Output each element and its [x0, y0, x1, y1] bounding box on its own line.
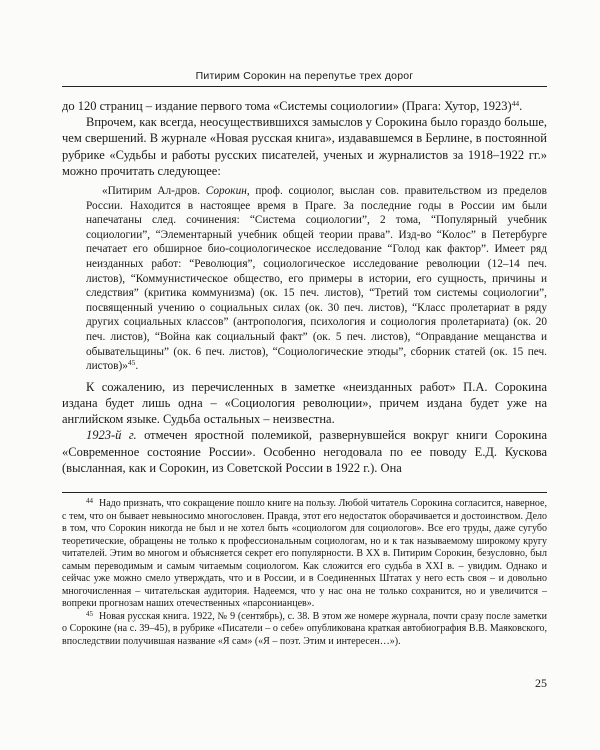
paragraph-4 [62, 427, 547, 476]
header-rule [62, 86, 547, 87]
quote-text: , проф. социолог, выслан сов. правительством из пределов России. Находится в настоящее время в Праге. За последние годы в России им были напечатаны след. сочинения: “Система социологии”, 2 тома, “Популярный учебник социологии”, “Элементарный учебник общей теории права”. Изд-во “Колос” в Петербурге печатает его обширное био-социологическое исследование “Голод как фактор”. Имеет ряд неизданных работ: “Революция”, социологическое исследование революции (12–14 печ. листов), “Коммунистическое общество, его примеры в истории, его сущность, причины и следствия” (критика коммунизма) (ок. 15 печ. листов), “Третий том системы социологии”, посвященный учению о социальных силах (ок. 30 печ. листов), “Класс пролетариат в ряду других социальных классов” (антропология, психология и социология пролетариата) (ок. 20 печ. листов), “Война как социальный факт” (ок. 5 печ. листов), “Оправдание мещанства и обывательщины” (ок. 6 печ. листов), “Социологические этюды”, сборник статей (ок. 15 печ. листов)» [86, 185, 547, 373]
footnote-mark: 44 [86, 497, 93, 505]
footnote-text: Надо признать, что сокращение пошло книге на пользу. Любой читатель Сорокина согласится, наверное, с тем, что он бывает невыносимо многословен. Правда, этот его недостаток оборачивается и достоинством. Дело в том, что Сорокин никогда не был и не хотел быть «социологом для социологов». Все его труды, даже сугубо теоретические, обращены не только к профессиональным социологам, но и к так называемому широкому кругу читателей. Этим во многом и объясняется секрет его популярности. В XX в. Питирим Сорокин, безусловно, был самым переводимым и самым читаемым социологом. Как сложится его судьба в XXI в. – увидим. Однако и сейчас уже можно смело утверждать, что и в России, и в Соединенных Штатах у него есть своя – и довольно многочисленная – читательская аудитория. Надеемся, что у нас она не только сохранится, но и увеличится – вопреки прогнозам наших отечественных «парсонианцев». [62, 498, 547, 609]
quote-open: «Питирим Ал-дров. [102, 185, 206, 198]
footnote-44 [62, 498, 547, 611]
quote-author-name: Сорокин [205, 185, 247, 198]
footnote-ref-44: 44 [511, 99, 520, 108]
quote-tail: . [135, 360, 139, 373]
paragraph-1 [62, 98, 547, 114]
footnote-rule [62, 492, 547, 493]
running-header: Питирим Сорокин на перепутье трех дорог [195, 70, 414, 82]
paragraph-2: Впрочем, как всегда, неосуществившихся замыслов у Сорокина было гораздо больше, чем свершений. В журнале «Новая русская книга», издававшемся в Берлине, в постоянной рубрике «Судьбы и работы русских писателей, ученых и журналистов за 1918–1922 гг.» можно прочитать следующее: [62, 115, 547, 178]
paragraph-4-text: отмечен яростной полемикой, развернувшейся вокруг книги Сорокина «Современное состояние России». Особенно негодовала по ее поводу Е.Д. Кускова (высланная, как и Сорокин, из Советской России в 1922 г.). Она [62, 428, 548, 475]
main-text [62, 98, 547, 476]
footnote-mark: 45 [86, 609, 93, 618]
paragraph-1-tail: . [519, 99, 523, 113]
quote-paragraph [86, 184, 547, 374]
year-emphasis: 1923-й г. [86, 428, 137, 443]
block-quote [86, 184, 547, 374]
footnote-text: Новая русская книга. 1922, № 9 (сентябрь), с. 38. В этом же номере журнала, почти сразу после заметки о Сорокине (на с. 39–45), в рубрике «Писатели – о себе» опубликована краткая автобиография В.В. Маяковского, впоследствии получившая название «Я сам» («Я – поэт. Этим и интересен…»). [62, 610, 547, 647]
footnotes [62, 498, 547, 648]
paragraph-1-text: до 120 страниц – издание первого тома «Системы социологии» (Прага: Хутор, 1923) [62, 99, 512, 113]
footnote-45 [62, 611, 547, 649]
page-number: 25 [535, 676, 547, 690]
paragraph-3: К сожалению, из перечисленных в заметке «неизданных работ» П.А. Сорокина издана будет лишь одна – «Социология революции», причем издана будет уже на английском языке. Судьба остальных – неизвестна. [62, 379, 547, 427]
footnote-ref-45: 45 [127, 358, 136, 368]
